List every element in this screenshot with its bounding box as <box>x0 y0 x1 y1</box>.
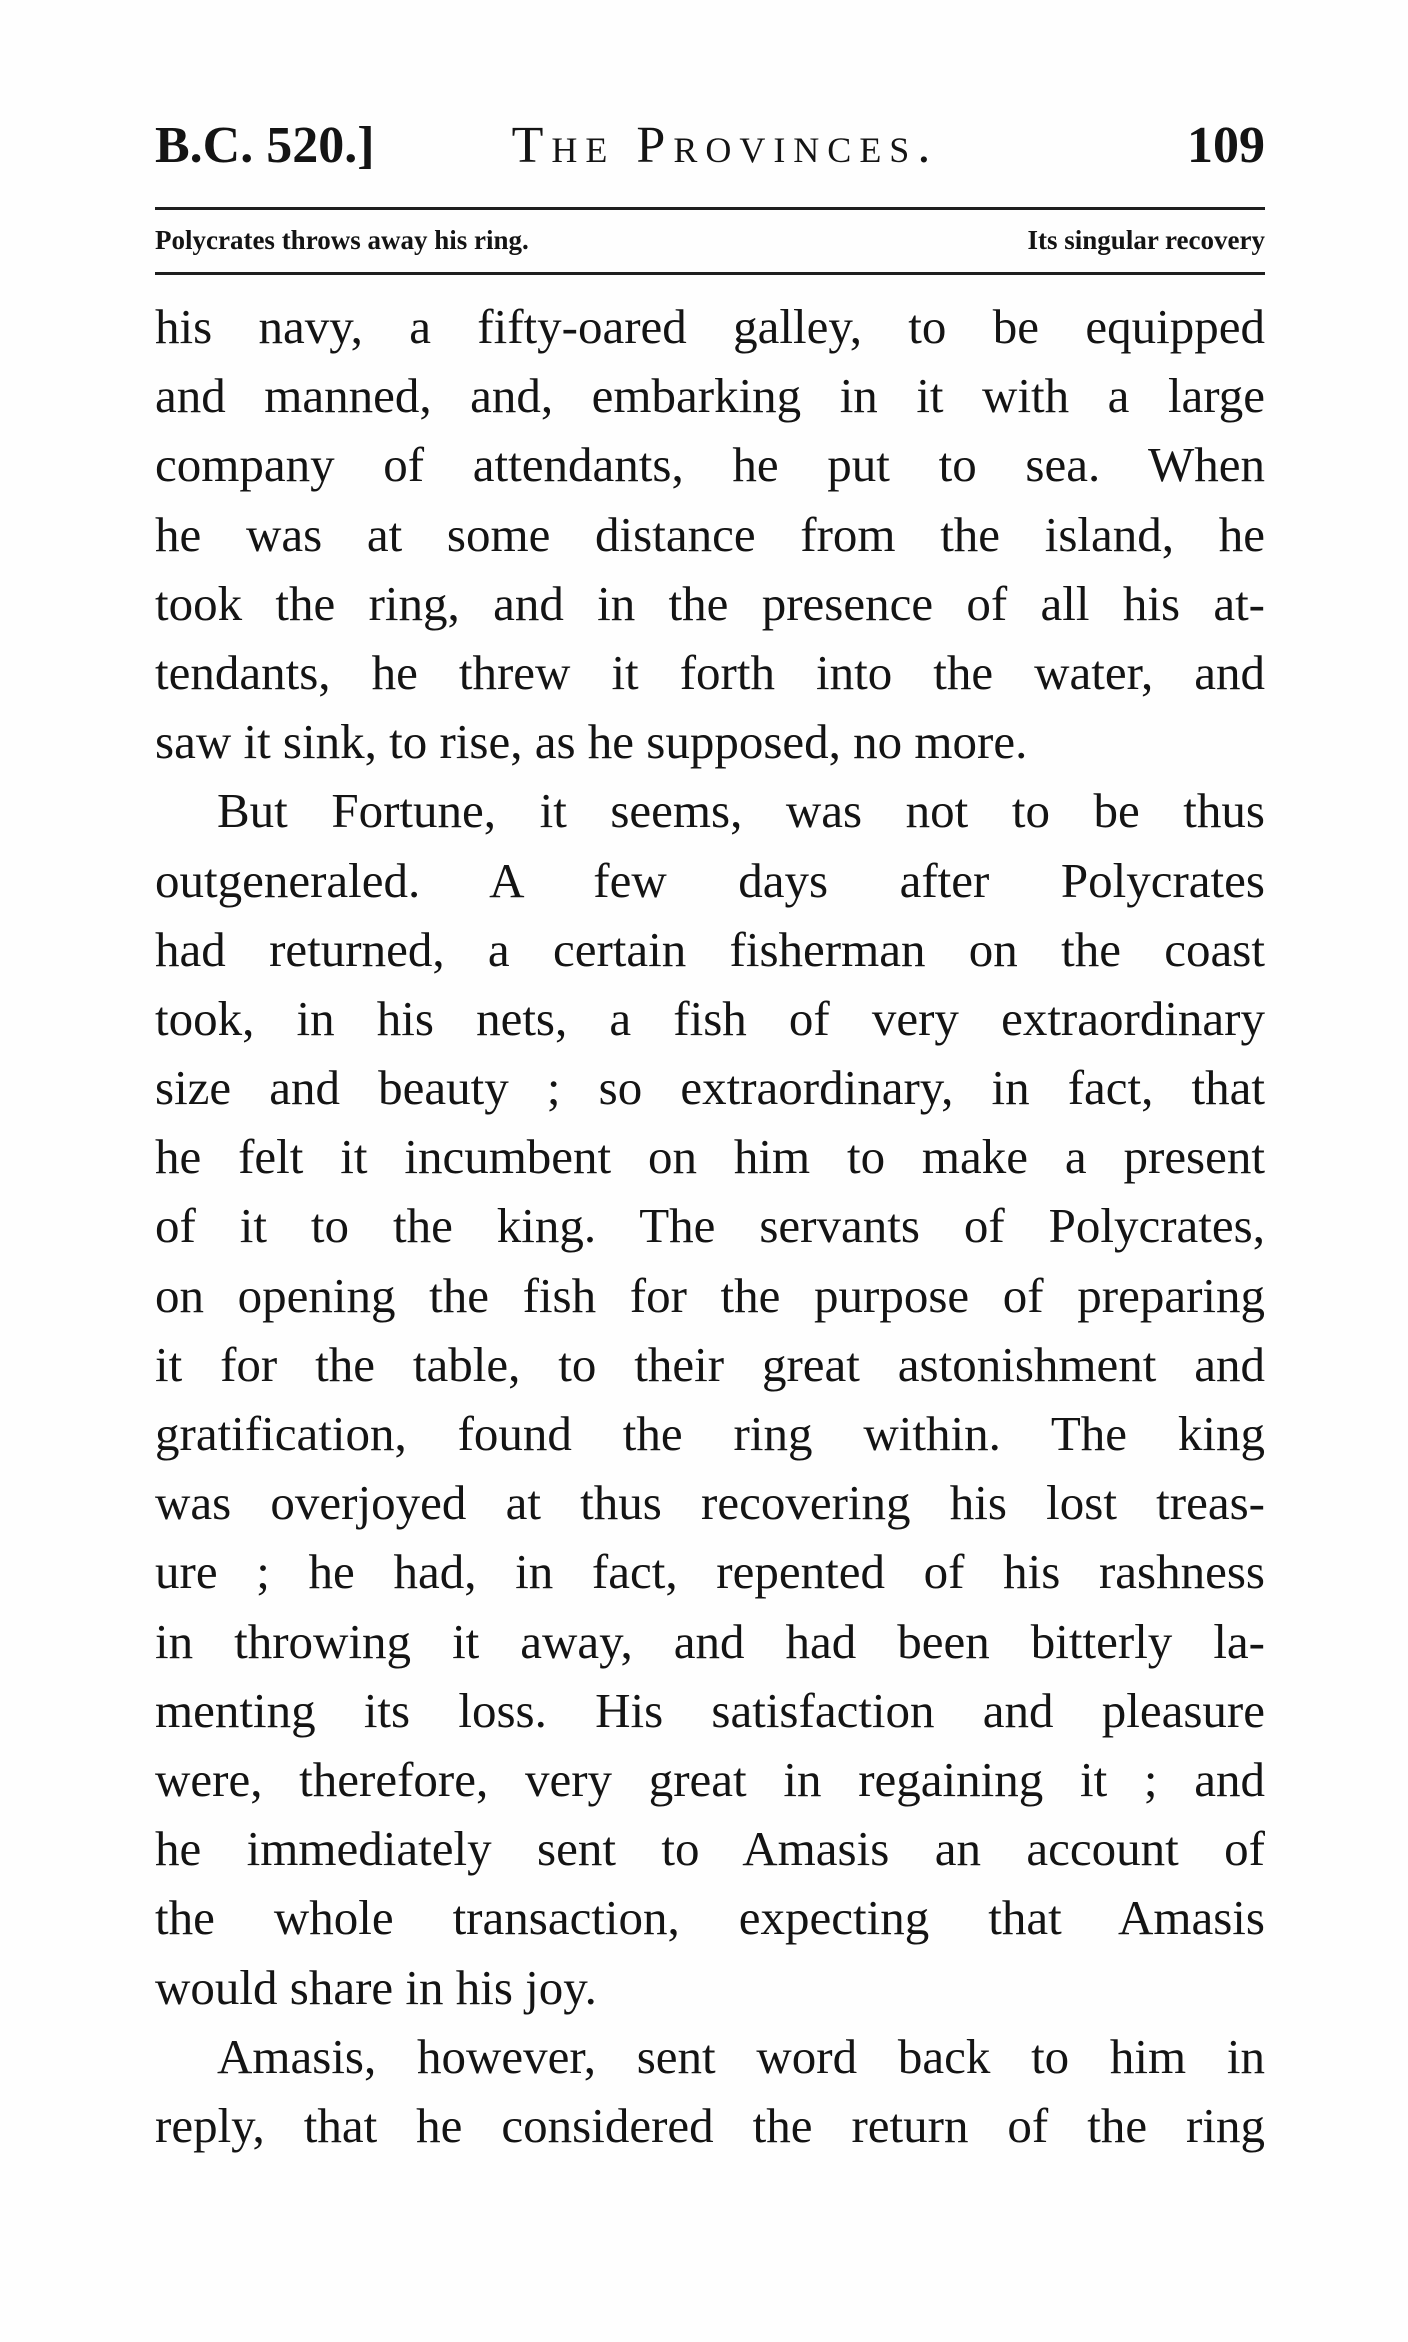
text-line: the whole transaction, expecting that Amasis <box>155 1890 1265 1946</box>
text-line: his navy, a fifty-oared galley, to be equipped <box>155 299 1265 354</box>
shoulder-note-left: Polycrates throws away his ring. <box>155 225 529 255</box>
text-line: outgeneraled. A few days after Polycrates <box>155 852 1265 908</box>
text-line: was overjoyed at thus recovering his lost treas- <box>155 1475 1265 1531</box>
shoulder-notes <box>155 216 1265 264</box>
shoulder-note-right: Its singular recovery <box>1027 225 1265 255</box>
text-line: had returned, a certain fisherman on the coast <box>155 921 1265 977</box>
text-line: company of attendants, he put to sea. When <box>155 437 1265 493</box>
text-line: took, in his nets, a fish of very extraordinary <box>155 990 1265 1046</box>
text-line: he was at some distance from the island, he <box>155 506 1265 562</box>
text-line: he immediately sent to Amasis an account of <box>155 1821 1265 1877</box>
text-line: were, therefore, very great in regaining it ; and <box>155 1751 1265 1807</box>
text-line: size and beauty ; so extraordinary, in fact, that <box>155 1060 1265 1116</box>
text-line: But Fortune, it seems, was not to be thus <box>217 783 1265 839</box>
text-line: gratification, found the ring within. The king <box>155 1406 1265 1461</box>
text-line: Amasis, however, sent word back to him in <box>217 2028 1265 2084</box>
text-line: reply, that he considered the return of the ring <box>155 2097 1265 2153</box>
text-line: ure ; he had, in fact, repented of his rashness <box>155 1544 1265 1600</box>
text-line: menting its loss. His satisfaction and pleasure <box>155 1682 1265 1738</box>
running-head-date: B.C. 520.] <box>155 117 375 174</box>
running-head <box>155 110 1265 182</box>
text-line: took the ring, and in the presence of all his at- <box>155 575 1265 631</box>
text-line: in throwing it away, and had been bitterly la- <box>155 1613 1265 1669</box>
header-rule-bottom <box>155 272 1265 275</box>
text-line: tendants, he threw it forth into the water, and <box>155 644 1265 700</box>
text-line: would share in his joy. <box>155 1959 597 2015</box>
text-line: on opening the fish for the purpose of preparing <box>155 1267 1265 1323</box>
text-line: saw it sink, to rise, as he supposed, no more. <box>155 714 1028 770</box>
text-line: and manned, and, embarking in it with a large <box>155 368 1265 424</box>
body-text <box>155 292 1265 2160</box>
page-number: 109 <box>1187 117 1265 174</box>
header-rule-top <box>155 207 1265 210</box>
text-line: he felt it incumbent on him to make a present <box>155 1129 1265 1185</box>
text-line: it for the table, to their great astonishment and <box>155 1336 1265 1392</box>
running-head-title: The Provinces. <box>511 117 939 174</box>
text-line: of it to the king. The servants of Polycrates, <box>155 1198 1265 1254</box>
